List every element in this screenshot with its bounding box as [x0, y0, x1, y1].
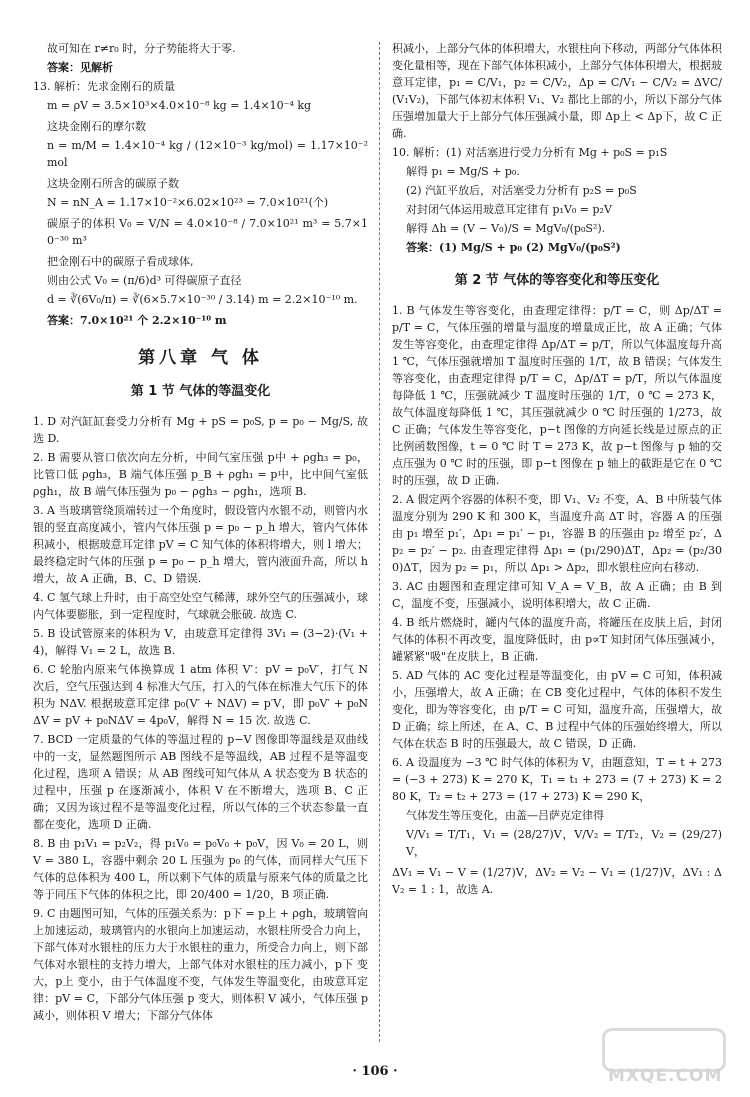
- equation: m = ρV = 3.5×10³×4.0×10⁻⁸ kg = 1.4×10⁻⁴ kg: [47, 99, 312, 112]
- answer-item: 1. B 气体发生等容变化，由查理定律得：p/T = C，则 Δp/ΔT = p/T = C，气体压强的增量与温度的增量成正比，故 A 正确；气体发生等容变化，由查理定律得 Δp/ΔT = p/T，所以气体温度每升高 1 ℃，气体压强就增加 T 温度时压强的 1/T，故 B 错误；气体发生等容变化，由查理定律得 p/T = C，Δp/ΔT = p/T，所以气体温度每降低 1 ℃，压强就减少 T 温度时压强的 1/T，0 ℃ = 273 K，故气体温度每降低 1 ℃，其压强就减少 0 ℃ 时压强的 1/273，故 C 正确；气体发生等容变化，p−t 图像的方向延长线是过原点的正比例函数图像，t = 0 ℃ 时 T = 273 K，故 p−t 图像与 p 轴的交点压强为 0 ℃ 时的压强，即 p−t 图像在 p 轴上的截距是它在 0 ℃ 时的压强，故 D 正确.: [392, 304, 722, 487]
- chapter-title: 第八章 气 体: [138, 348, 263, 368]
- answer-line: 答案：见解析: [47, 61, 113, 74]
- answer-item: 9. C 由题图可知，气体的压强关系为：p下 = p上 + ρgh，玻璃管向上加速运动，玻璃管内的水银向上加速运动，水银柱所受合力向上，下部气体对水银柱的压力大于水银柱的重力，所受合力向上，则下部气体对水银柱的支持力增大，上部气体对水银柱的压力减小，p下 变大，p上 变小，由于气体温度不变，气体发生等温变化，由玻意耳定律：pV = C，下部分气体压强 p 变大，则体积 V 减小，气体压强 p 减小，则体积 V 增大；下部分气体体: [33, 907, 368, 1022]
- page-number: · 106 ·: [352, 1064, 398, 1079]
- answer-item-continued: 积减小，上部分气体的体积增大，水银柱向下移动，两部分气体体积变化量相等，现在下部气体体积减小，上部分气体体积增大，根据玻意耳定律，p₁ = C/V₁，p₂ = C/V₂，Δp = C/V₁ − C/V₂ = ΔVC/(V₁V₂)，下部气体初末体积 V₁、V₂ 都比上部的小，所以下部分气体压强增加量大于上部分气体压强减小量，即 Δp上 < Δp下，故 C 正确.: [392, 42, 722, 140]
- answer-line: 答案：(1) Mg/S + p₀ (2) MgV₀/(p₀S²): [406, 241, 621, 254]
- answer-line: 答案：7.0×10²¹ 个 2.2×10⁻¹⁰ m: [47, 314, 227, 327]
- equation: ΔV₁ = V₁ − V = (1/27)V，ΔV₂ = V₂ − V₁ = (1/27)V，ΔV₁ : ΔV₂ = 1 : 1，故选 A.: [392, 866, 722, 896]
- answer-item: 4. B 纸片燃烧时，罐内气体的温度升高，将罐压在皮肤上后，封闭气体的体积不再改变，温度降低时，由 p∝T 知封闭气体压强减小，罐紧紧"吸"在皮肤上，B 正确.: [392, 616, 722, 663]
- text-line: 故可知在 r≠r₀ 时，分子势能将大于零.: [47, 42, 236, 55]
- watermark-text: MXQE.COM: [608, 1066, 723, 1086]
- section-title: 第 2 节 气体的等容变化和等压变化: [454, 273, 660, 288]
- answer-item: 5. AD 气体的 AC 变化过程是等温变化，由 pV = C 可知，体积减小，压强增大，故 A 正确；在 CB 变化过程中，气体的体积不发生变化，即为等容变化，由 p/T = C 可知，温度升高，压强增大，故 D 正确；综上所述，在 A、C、B 过程中气体的压强始终增大，所以气体在状态 B 时的压强最大，故 C 错误，D 正确.: [392, 669, 722, 750]
- text-line: 这块金刚石的摩尔数: [47, 120, 146, 133]
- text-line: 这块金刚石所含的碳原子数: [47, 177, 179, 190]
- answer-item: 3. A 当玻璃管绕顶端转过一个角度时，假设管内水银不动，则管内水银的竖直高度减小，管内气体压强 p = p₀ − p_h 增大，管内气体体积减小，根据玻意耳定律 pV = C 知气体的体积将增大，则 l 增大；最终稳定时气体的压强 p = p₀ − p_h 增大，管内液面升高，所以 h 增大，故 A 正确，B、C、D 错误.: [33, 504, 368, 585]
- answer-item: 4. C 氢气球上升时，由于高空处空气稀薄，球外空气的压强减小，球内气体要膨胀，到一定程度时，气球就会胀破. 故选 C.: [33, 591, 368, 621]
- text-line: 解得 p₁ = Mg/S + p₀.: [406, 165, 520, 178]
- left-column: [33, 40, 368, 1026]
- watermark-logo: [598, 1024, 738, 1092]
- answer-item: 2. B 需要从管口依次向左分析，中间气室压强 p中 + ρgh₃ = p₀，比管口低 ρgh₃，B 端气体压强 p_B + ρgh₁ = p中，比中间气室低 ρgh₁，故 B 端气体压强为 p₀ − ρgh₃ − ρgh₁，选项 B.: [33, 451, 368, 498]
- text-line: 把金刚石中的碳原子看成球体,: [47, 255, 194, 268]
- text-line: 则由公式 V₀ = (π/6)d³ 可得碳原子直径: [47, 274, 242, 287]
- question-13-heading: 13. 解析：先求金刚石的质量: [33, 80, 175, 93]
- answer-item: 8. B 由 p₁V₁ = p₂V₂，得 p₁V₀ = p₀V₀ + p₀V，因 V₀ = 20 L，则 V = 380 L，容器中剩余 20 L 压强为 p₀ 的气体，而同样大气压下气体的总体积为 400 L，所以剩下气体的质量与原来气体的质量之比等于同压下气体的体积之比，即 20/400 = 1/20，B 项正确.: [33, 837, 368, 901]
- section-title: 第 1 节 气体的等温变化: [130, 384, 271, 399]
- text-line: 对封闭气体运用玻意耳定律有 p₁V₀ = p₂V: [406, 203, 612, 216]
- answer-item: 5. B 设试管原来的体积为 V，由玻意耳定律得 3V₁ = (3−2)·(V₁ + 4)，解得 V₁ = 2 L，故选 B.: [33, 627, 368, 657]
- column-divider: [379, 42, 380, 1042]
- text-line: (2) 汽缸平放后，对活塞受力分析有 p₂S = p₀S: [406, 184, 637, 197]
- answer-item: 6. C 轮胎内原来气体换算成 1 atm 体积 V′：pV = p₀V′，打气 N 次后，空气压强达到 4 标准大气压，打入的气体在标准大气压下的体积为 NΔV. 根据玻意耳定律 p₀(V′ + NΔV) = p′V，即 p₀V′ + p₀NΔV = pV + p₀NΔV = 4p₀V，解得 N = 15 次. 故选 C.: [33, 663, 368, 727]
- right-column: [392, 40, 722, 900]
- answer-item: 3. AC 由题图和查理定律可知 V_A = V_B，故 A 正确；由 B 到 C，温度不变，压强减小，说明体积增大，故 C 正确.: [392, 580, 722, 610]
- text-line: 解得 Δh = (V − V₀)/S = MgV₀/(p₀S²).: [406, 222, 606, 235]
- answer-item: 2. A 假定两个容器的体积不变，即 V₁、V₂ 不变，A、B 中所装气体温度分别为 290 K 和 300 K，当温度升高 ΔT 时，容器 A 的压强由 p₁ 增至 p₁′，Δp₁ = p₁′ − p₁，容器 B 的压强由 p₂ 增至 p₂′，Δp₂ = p₂′ − p₂. 由查理定律得 Δp₁ = (p₁/290)ΔT，Δp₂ = (p₂/300)ΔT，因为 p₂ = p₁，所以 Δp₁ > Δp₂，即水银柱应向右移动.: [392, 493, 722, 574]
- equation: V/V₁ = T/T₁，V₁ = (28/27)V，V/V₂ = T/T₂，V₂ = (29/27)V，: [406, 828, 722, 858]
- answer-item: 7. BCD 一定质量的气体的等温过程的 p−V 图像即等温线是双曲线中的一支，显然题图所示 AB 图线不是等温线，AB 过程不是等温变化过程，选项 A 错误；从 AB 图线可知气体从 A 状态变为 B 状态的过程中，压强 p 在逐渐减小，体积 V 在不断增大，选项 B、C 正确；又因为该过程不是等温变化过程，所以气体的三个状态参量一直都在变化，选项 D 正确.: [33, 733, 368, 831]
- question-10-heading: 10. 解析：(1) 对活塞进行受力分析有 Mg + p₀S = p₁S: [392, 146, 668, 159]
- text-line: 气体发生等压变化，由盖—吕萨克定律得: [406, 809, 604, 822]
- answer-item: 1. D 对汽缸缸套受力分析有 Mg + pS = p₀S, p = p₀ − Mg/S, 故选 D.: [33, 415, 368, 445]
- equation: 碳原子的体积 V₀ = V/N = 4.0×10⁻⁸ / 7.0×10²¹ m³ = 5.7×10⁻³⁰ m³: [47, 217, 368, 247]
- answer-item: 6. A 设温度为 −3 ℃ 时气体的体积为 V，由题意知，T = t + 273 = (−3 + 273) K = 270 K，T₁ = t₁ + 273 = (7 + 273) K = 280 K，T₂ = t₂ + 273 = (17 + 273) K = 290 K，: [392, 756, 722, 803]
- equation: d = ∛(6V₀/π) = ∛(6×5.7×10⁻³⁰ / 3.14) m = 2.2×10⁻¹⁰ m.: [47, 293, 358, 306]
- equation: N = nN_A = 1.17×10⁻²×6.02×10²³ = 7.0×10²¹(个): [47, 196, 329, 209]
- equation: n = m/M = 1.4×10⁻⁴ kg / (12×10⁻³ kg/mol) = 1.17×10⁻² mol: [47, 139, 368, 169]
